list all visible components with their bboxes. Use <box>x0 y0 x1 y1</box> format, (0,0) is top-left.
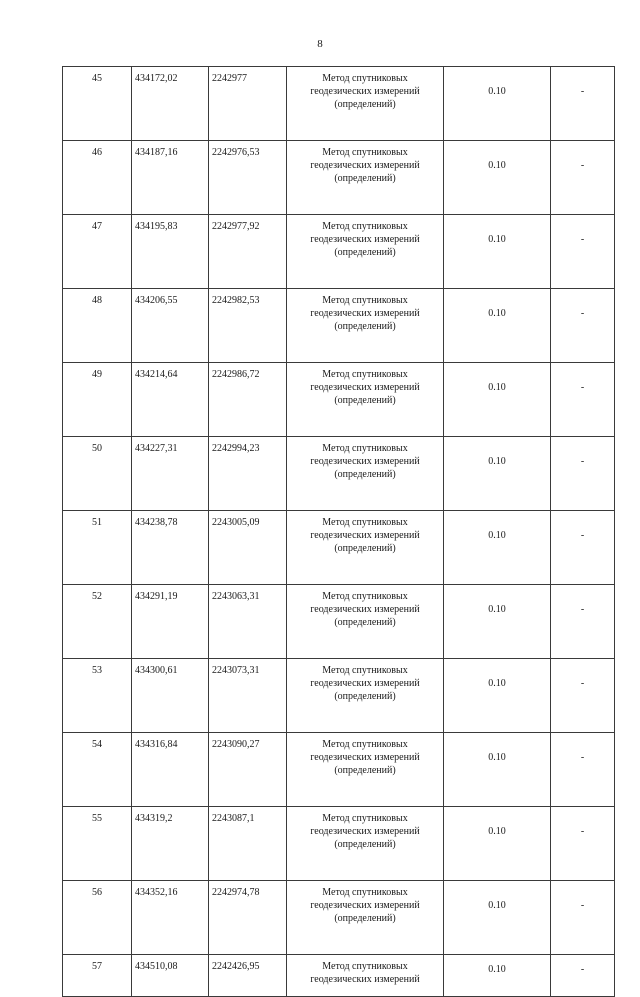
method-cell <box>287 733 444 807</box>
x-coordinate-cell: 434319,2 <box>132 807 209 881</box>
method-text-line: (определений) <box>334 617 396 628</box>
method-text-line: геодезических измерений <box>310 308 420 319</box>
method-cell <box>287 363 444 437</box>
y-coordinate-cell: 2242974,78 <box>209 881 287 955</box>
x-coordinate-cell: 434214,64 <box>132 363 209 437</box>
accuracy-cell: 0.10 <box>444 659 551 733</box>
description-cell: - <box>551 807 615 881</box>
table-row <box>63 215 615 289</box>
description-cell: - <box>551 733 615 807</box>
method-cell <box>287 511 444 585</box>
x-coordinate-cell: 434300,61 <box>132 659 209 733</box>
method-cell <box>287 289 444 363</box>
method-text-line: (определений) <box>334 543 396 554</box>
x-coordinate-cell: 434291,19 <box>132 585 209 659</box>
point-number-cell: 46 <box>63 141 132 215</box>
method-text-line: Метод спутниковых <box>322 813 408 824</box>
method-text-line: (определений) <box>334 247 396 258</box>
y-coordinate-cell: 2243063,31 <box>209 585 287 659</box>
accuracy-cell: 0.10 <box>444 955 551 997</box>
y-coordinate-cell: 2242982,53 <box>209 289 287 363</box>
method-text-line: Метод спутниковых <box>322 887 408 898</box>
table-row <box>63 363 615 437</box>
point-number-cell: 54 <box>63 733 132 807</box>
method-text-line: (определений) <box>334 395 396 406</box>
method-text-line: Метод спутниковых <box>322 221 408 232</box>
x-coordinate-cell: 434316,84 <box>132 733 209 807</box>
point-number-cell: 50 <box>63 437 132 511</box>
method-text-line: (определений) <box>334 691 396 702</box>
page-number: 8 <box>317 38 323 50</box>
accuracy-cell: 0.10 <box>444 807 551 881</box>
method-text-line: Метод спутниковых <box>322 591 408 602</box>
method-cell <box>287 215 444 289</box>
method-text-line: геодезических измерений <box>310 456 420 467</box>
method-cell <box>287 585 444 659</box>
y-coordinate-cell: 2242426,95 <box>209 955 287 997</box>
table-row <box>63 141 615 215</box>
accuracy-cell: 0.10 <box>444 511 551 585</box>
description-cell: - <box>551 511 615 585</box>
x-coordinate-cell: 434510,08 <box>132 955 209 997</box>
y-coordinate-cell: 2243005,09 <box>209 511 287 585</box>
method-text-line: (определений) <box>334 99 396 110</box>
table-row <box>63 585 615 659</box>
method-text-line: Метод спутниковых <box>322 961 408 972</box>
x-coordinate-cell: 434187,16 <box>132 141 209 215</box>
method-cell <box>287 881 444 955</box>
y-coordinate-cell: 2242994,23 <box>209 437 287 511</box>
accuracy-cell: 0.10 <box>444 289 551 363</box>
method-text-line: геодезических измерений <box>310 752 420 763</box>
table-row <box>63 733 615 807</box>
coordinates-table <box>62 66 615 997</box>
method-text-line: (определений) <box>334 469 396 480</box>
method-text-line: Метод спутниковых <box>322 369 408 380</box>
description-cell: - <box>551 955 615 997</box>
y-coordinate-cell: 2242977 <box>209 67 287 141</box>
point-number-cell: 55 <box>63 807 132 881</box>
y-coordinate-cell: 2242977,92 <box>209 215 287 289</box>
method-cell <box>287 67 444 141</box>
y-coordinate-cell: 2242986,72 <box>209 363 287 437</box>
method-text-line: (определений) <box>334 913 396 924</box>
point-number-cell: 52 <box>63 585 132 659</box>
y-coordinate-cell: 2243073,31 <box>209 659 287 733</box>
accuracy-cell: 0.10 <box>444 141 551 215</box>
method-text-line: Метод спутниковых <box>322 739 408 750</box>
accuracy-cell: 0.10 <box>444 363 551 437</box>
method-text-line: (определений) <box>334 173 396 184</box>
accuracy-cell: 0.10 <box>444 733 551 807</box>
description-cell: - <box>551 659 615 733</box>
method-text-line: геодезических измерений <box>310 900 420 911</box>
accuracy-cell: 0.10 <box>444 437 551 511</box>
point-number-cell: 56 <box>63 881 132 955</box>
method-text-line: Метод спутниковых <box>322 73 408 84</box>
method-text-line: геодезических измерений <box>310 86 420 97</box>
x-coordinate-cell: 434172,02 <box>132 67 209 141</box>
description-cell: - <box>551 289 615 363</box>
description-cell: - <box>551 141 615 215</box>
description-cell: - <box>551 215 615 289</box>
description-cell: - <box>551 363 615 437</box>
x-coordinate-cell: 434238,78 <box>132 511 209 585</box>
description-cell: - <box>551 585 615 659</box>
method-text-line: (определений) <box>334 765 396 776</box>
method-text-line: Метод спутниковых <box>322 665 408 676</box>
method-text-line: (определений) <box>334 321 396 332</box>
method-text-line: геодезических измерений <box>310 826 420 837</box>
method-text-line: геодезических измерений <box>310 382 420 393</box>
point-number-cell: 47 <box>63 215 132 289</box>
accuracy-cell: 0.10 <box>444 215 551 289</box>
table-row <box>63 659 615 733</box>
table-row <box>63 511 615 585</box>
method-text-line: геодезических измерений <box>310 234 420 245</box>
description-cell: - <box>551 67 615 141</box>
table-row <box>63 807 615 881</box>
table-row <box>63 881 615 955</box>
description-cell: - <box>551 437 615 511</box>
accuracy-cell: 0.10 <box>444 881 551 955</box>
point-number-cell: 57 <box>63 955 132 997</box>
table-row <box>63 437 615 511</box>
x-coordinate-cell: 434195,83 <box>132 215 209 289</box>
method-cell <box>287 659 444 733</box>
method-text-line: геодезических измерений <box>310 974 420 985</box>
point-number-cell: 48 <box>63 289 132 363</box>
point-number-cell: 53 <box>63 659 132 733</box>
method-text-line: геодезических измерений <box>310 678 420 689</box>
x-coordinate-cell: 434206,55 <box>132 289 209 363</box>
method-cell <box>287 437 444 511</box>
method-text-line: Метод спутниковых <box>322 147 408 158</box>
y-coordinate-cell: 2243090,27 <box>209 733 287 807</box>
point-number-cell: 45 <box>63 67 132 141</box>
method-text-line: Метод спутниковых <box>322 443 408 454</box>
point-number-cell: 49 <box>63 363 132 437</box>
x-coordinate-cell: 434352,16 <box>132 881 209 955</box>
x-coordinate-cell: 434227,31 <box>132 437 209 511</box>
description-cell: - <box>551 881 615 955</box>
method-text-line: (определений) <box>334 839 396 850</box>
accuracy-cell: 0.10 <box>444 67 551 141</box>
accuracy-cell: 0.10 <box>444 585 551 659</box>
y-coordinate-cell: 2243087,1 <box>209 807 287 881</box>
table-row <box>63 67 615 141</box>
table-row <box>63 289 615 363</box>
y-coordinate-cell: 2242976,53 <box>209 141 287 215</box>
method-text-line: геодезических измерений <box>310 530 420 541</box>
method-cell <box>287 807 444 881</box>
method-text-line: Метод спутниковых <box>322 295 408 306</box>
method-cell <box>287 955 444 997</box>
point-number-cell: 51 <box>63 511 132 585</box>
method-cell <box>287 141 444 215</box>
table-row <box>63 955 615 997</box>
coordinates-table-body <box>63 67 615 997</box>
method-text-line: Метод спутниковых <box>322 517 408 528</box>
method-text-line: геодезических измерений <box>310 604 420 615</box>
method-text-line: геодезических измерений <box>310 160 420 171</box>
